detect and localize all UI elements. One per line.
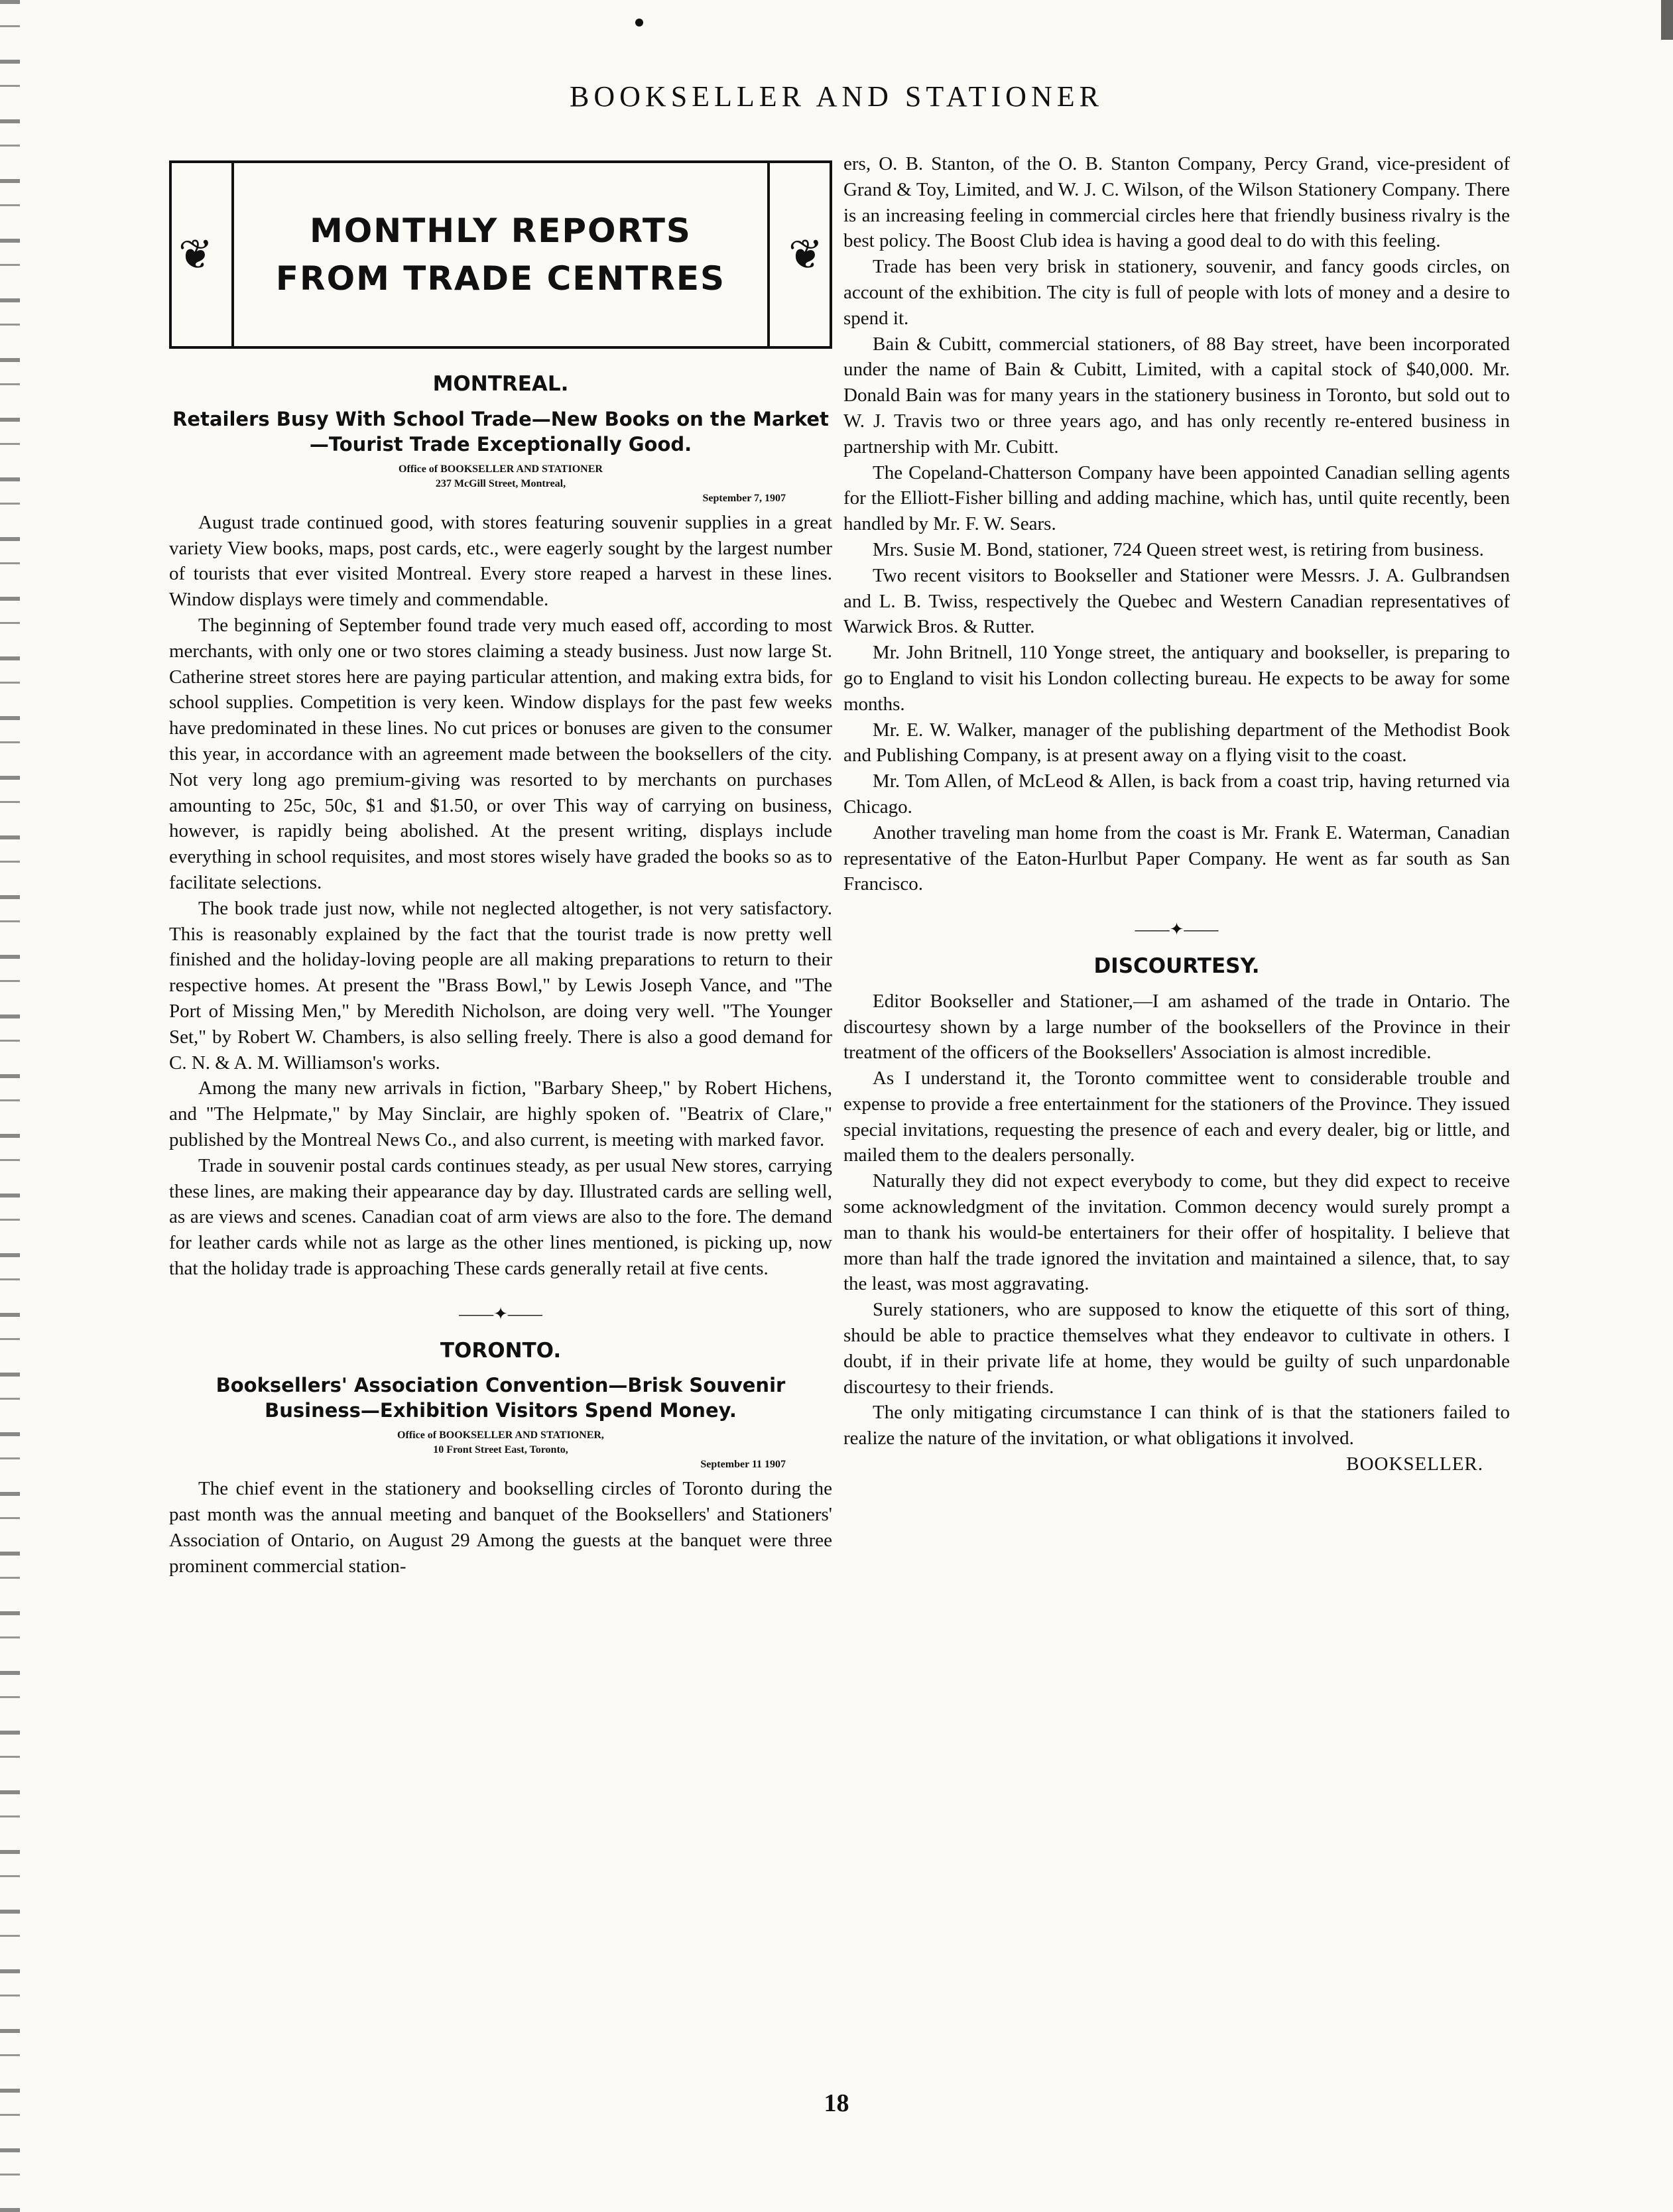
banner-rule-right xyxy=(767,163,770,346)
page-number: 18 xyxy=(824,2089,849,2117)
toronto-office-line-2: 10 Front Street East, Toronto, xyxy=(433,1444,568,1456)
section-separator: ——✦—— xyxy=(1135,920,1219,940)
toronto-paragraph: The Copeland-Chatterson Company have been appointed Canadian selling agents for the Elliott-Fisher billing and adding machine, which has, until quite recently, been handled by Mr. F. W. Sears. xyxy=(843,461,1510,535)
monthly-reports-banner xyxy=(169,160,832,349)
discourtesy-paragraph: Naturally they did not expect everybody to come, but they did expect to receive some acknowledgment of the invitation. Common decency would surely prompt a man to thank his would-be entertainers for their offer of hospitality. I believe that more than half the trade ignored the invitation and maintained a silence, that, to say the least, was most aggravating. xyxy=(843,1170,1510,1295)
section-separator: ——✦—— xyxy=(459,1304,542,1323)
scan-edge-right xyxy=(1661,0,1673,40)
montreal-paragraph: Among the many new arrivals in fiction, "Barbary Sheep," by Robert Hichens, and "The Helpmate," by May Sinclair, are highly spoken of. "Beatrix of Clare," published by the Montreal News Co., and also current, is meeting with marked favor. xyxy=(169,1077,832,1150)
discourtesy-signature: BOOKSELLER. xyxy=(1346,1453,1483,1475)
toronto-title: TORONTO. xyxy=(440,1338,562,1363)
toronto-subhead: Booksellers' Association Convention—Brisk Souvenir Business—Exhibition Visitors Spend Money. xyxy=(216,1374,786,1422)
toronto-paragraph: Mr. E. W. Walker, manager of the publishing department of the Methodist Book and Publishing Company, is at present away on a flying visit to the coast. xyxy=(843,719,1510,767)
toronto-paragraph: Trade has been very brisk in stationery, souvenir, and fancy goods circles, on account of the exhibition. The city is full of people with lots of money and a desire to spend it. xyxy=(843,256,1510,329)
banner-title-line-2: FROM TRADE CENTRES xyxy=(275,259,726,298)
running-head: BOOKSELLER AND STATIONER xyxy=(570,80,1103,113)
montreal-title: MONTREAL. xyxy=(432,372,569,396)
toronto-paragraph: Mr. John Britnell, 110 Yonge street, the antiquary and bookseller, is preparing to go to England to visit his London collecting bureau. He expects to be away for some months. xyxy=(843,642,1510,715)
banner-title-line-1: MONTHLY REPORTS xyxy=(310,212,692,250)
montreal-paragraph: The beginning of September found trade very much eased off, according to most merchants, with only one or two stores claiming a steady business. Just now large St. Catherine street stores here are paying particular attention, and making extra bids, for school supplies. Competition is very keen. Window displays for the past few weeks have predominated in these lines. No cut prices or bonuses are given to the consumer this year, in accordance with an agreement made between the booksellers of the city. Not very long ago premium-giving was resorted to by merchants on purchases amounting to 25c, 50c, $1 and $1.50, or over This way of carrying on business, however, is rapidly being abolished. At the present writing, displays include everything in school requisites, and most stores wisely have graded the books so as to facilitate selections. xyxy=(169,614,832,893)
fleuron-icon: ❦ xyxy=(788,233,823,278)
toronto-paragraph: Two recent visitors to Bookseller and Stationer were Messrs. J. A. Gulbrandsen and L. B. Twiss, respectively the Quebec and Western Canadian representatives of Warwick Bros. & Rutter. xyxy=(843,564,1510,638)
fleuron-icon: ❦ xyxy=(178,233,213,278)
banner-title xyxy=(276,207,725,302)
toronto-office-line-1: Office of BOOKSELLER AND STATIONER, xyxy=(397,1430,604,1442)
banner-rule-left xyxy=(231,163,234,346)
scan-edge-left xyxy=(0,0,20,2212)
toronto-paragraph: Mrs. Susie M. Bond, stationer, 724 Queen street west, is retiring from business. xyxy=(873,538,1484,560)
discourtesy-paragraph: Editor Bookseller and Stationer,—I am ashamed of the trade in Ontario. The discourtesy shown by a large number of the booksellers of the Province in their treatment of the officers of the Booksellers' Association is almost incredible. xyxy=(843,990,1510,1064)
discourtesy-paragraph: As I understand it, the Toronto committee went to considerable trouble and expense to provide a free entertainment for the stationers of the Province. They issued special invitations, requesting the presence of each and every dealer, big or little, and mailed them to the dealers personally. xyxy=(843,1068,1510,1166)
montreal-office-line-1: Office of BOOKSELLER AND STATIONER xyxy=(399,463,603,475)
toronto-paragraph: Another traveling man home from the coast is Mr. Frank E. Waterman, Canadian representative of the Eaton-Hurlbut Paper Company. He went as far south as San Francisco. xyxy=(843,822,1510,895)
montreal-office-date: September 7, 1907 xyxy=(702,492,786,504)
toronto-paragraph: The chief event in the stationery and bookselling circles of Toronto during the past month was the annual meeting and banquet of the Booksellers' and Stationers' Association of Ontario, on August 29 Among the guests at the banquet were three prominent commercial station- xyxy=(169,1478,832,1577)
montreal-paragraph: Trade in souvenir postal cards continues steady, as per usual New stores, carrying these lines, are making their appearance day by day. Illustrated cards are selling well, as are views and scenes. Canadian coat of arm views are also to the fore. The demand for leather cards while not as large as the other lines mentioned, is picking up, now that the holiday trade is approaching These cards generally retail at five cents. xyxy=(169,1154,832,1279)
discourtesy-paragraph: Surely stationers, who are supposed to know the etiquette of this sort of thing, should be able to practice themselves what they endeavor to cultivate in others. I doubt, if in their private life at home, they would be guilty of such unpardonable discourtesy to their friends. xyxy=(843,1299,1510,1398)
discourtesy-title: DISCOURTESY. xyxy=(1093,953,1260,978)
toronto-paragraph: Mr. Tom Allen, of McLeod & Allen, is back from a coast trip, having returned via Chicago. xyxy=(843,770,1510,818)
montreal-paragraph: The book trade just now, while not neglected altogether, is not very satisfactory. This is reasonably explained by the fact that the tourist trade is now pretty well finished and the holiday-loving people are all making preparations to return to their respective homes. At present the "Brass Bowl," by Lewis Joseph Vance, and "The Port of Missing Men," by Meredith Nicholson, are doing very well. "The Younger Set," by Robert W. Chambers, is also selling freely. There is also a good demand for C. N. & A. M. Williamson's works. xyxy=(169,897,832,1074)
right-column xyxy=(843,151,1510,1477)
toronto-paragraph: Bain & Cubitt, commercial stationers, of 88 Bay street, have been incorporated under the name of Bain & Cubitt, Limited, with a capital stock of $40,000. Mr. Donald Bain was for many years in the stationery business in Toronto, but sold out to W. J. Travis two or three years ago, and has only recently re-entered business in partnership with Mr. Cubitt. xyxy=(843,333,1510,458)
montreal-paragraph: August trade continued good, with stores featuring souvenir supplies in a great variety View books, maps, post cards, etc., were eagerly sought by the largest number of tourists that ever visited Montreal. Every store reaped a harvest in these lines. Window displays were timely and commendable. xyxy=(169,511,832,611)
left-column xyxy=(169,151,832,1579)
montreal-office-line-2: 237 McGill Street, Montreal, xyxy=(435,477,566,489)
montreal-subhead: Retailers Busy With School Trade—New Books on the Market—Tourist Trade Exceptionally Good. xyxy=(172,407,829,456)
ink-dot xyxy=(635,19,643,27)
toronto-paragraph-continued: ers, O. B. Stanton, of the O. B. Stanton Company, Percy Grand, vice-president of Grand & Toy, Limited, and W. J. C. Wilson, of the Wilson Stationery Company. There is an increasing feeling in commercial circles here that friendly business rivalry is the best policy. The Boost Club idea is having a good deal to do with this feeling. xyxy=(843,153,1510,252)
toronto-office-date: September 11 1907 xyxy=(700,1459,786,1471)
discourtesy-paragraph: The only mitigating circumstance I can think of is that the stationers failed to realize the nature of the invitation, or what obligations it involved. xyxy=(843,1402,1510,1449)
